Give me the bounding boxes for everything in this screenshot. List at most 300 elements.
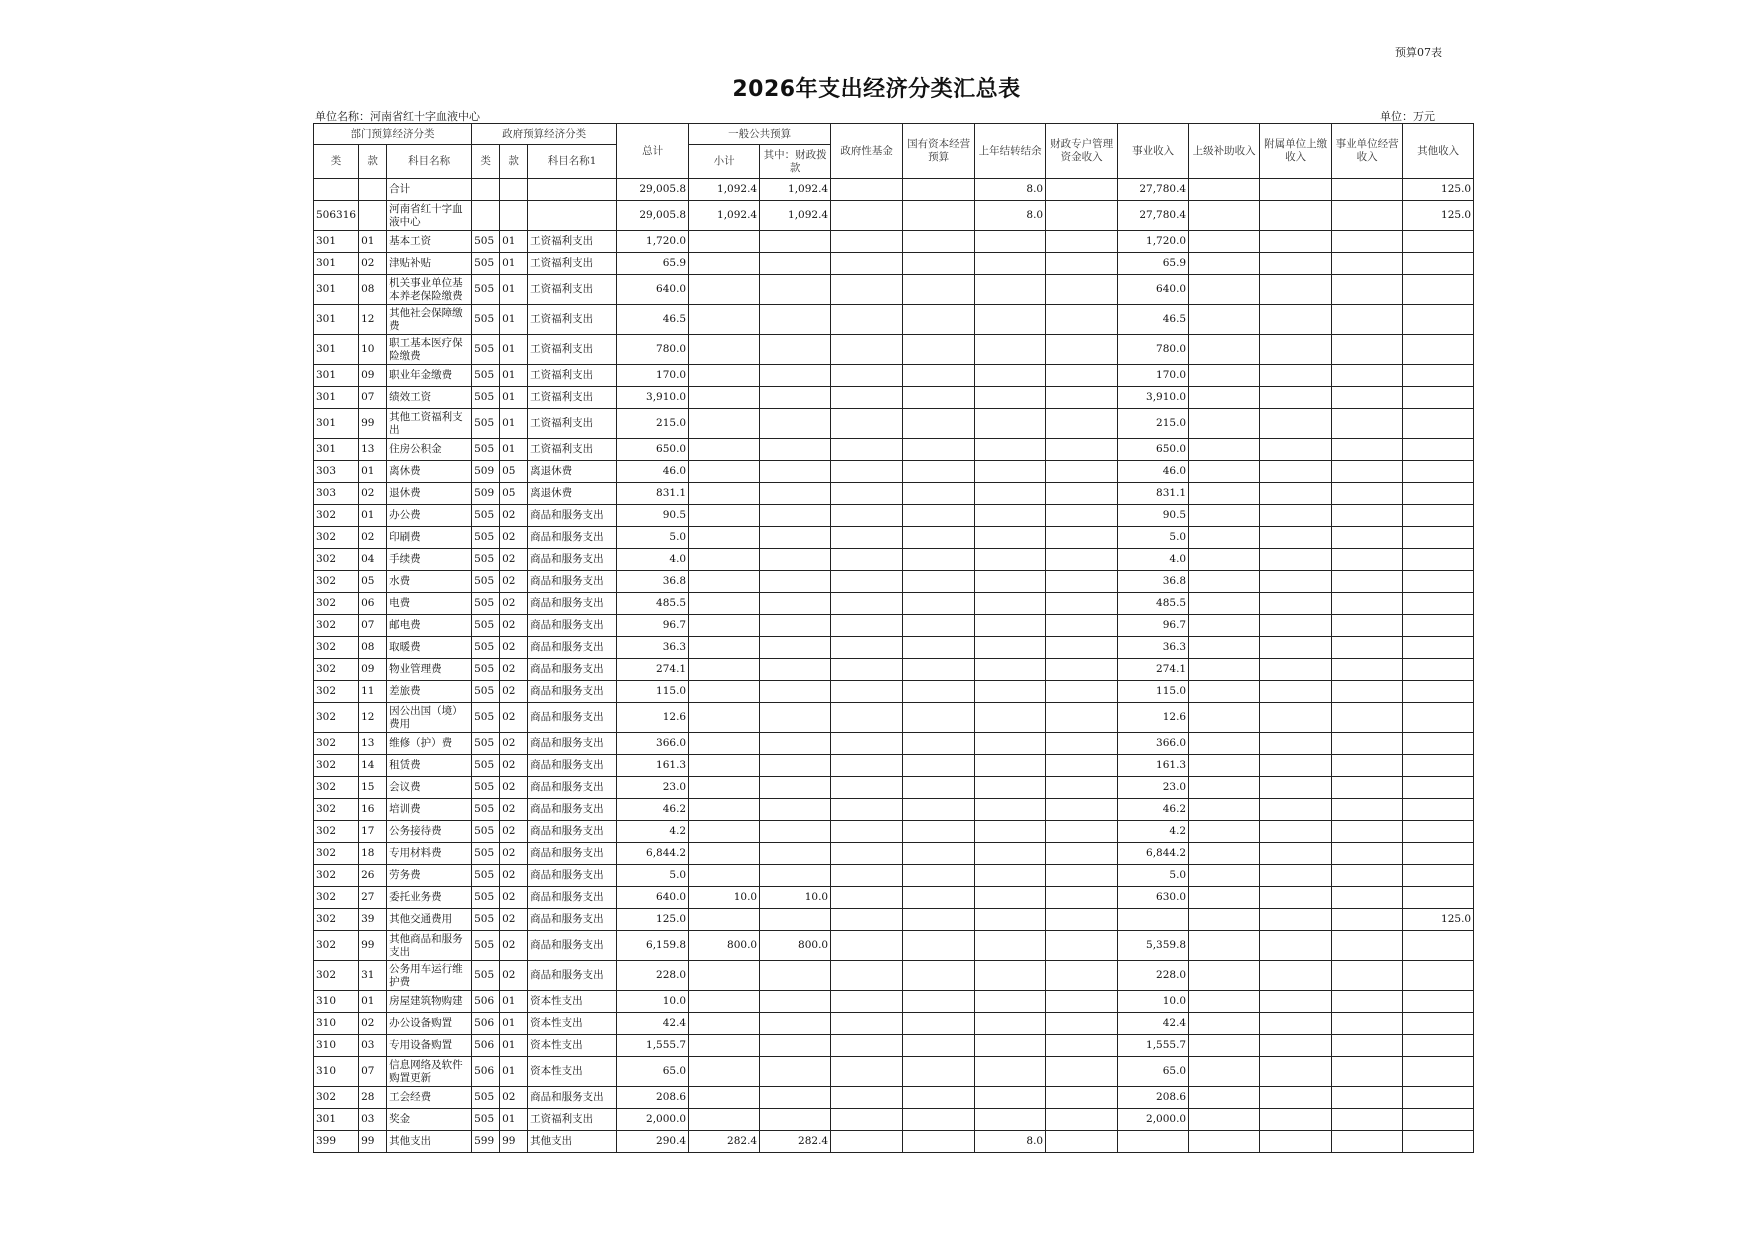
cell-superior-subsidy <box>1189 549 1260 571</box>
table-row <box>314 439 1474 461</box>
cell-total: 36.8 <box>617 571 689 593</box>
cell-gov-kuan: 02 <box>500 659 528 681</box>
cell-total: 161.3 <box>617 755 689 777</box>
cell-name: 机关事业单位基本养老保险缴费 <box>387 275 472 305</box>
cell-name: 基本工资 <box>387 231 472 253</box>
cell-state-capital <box>903 179 975 201</box>
cell-fiscal <box>760 231 831 253</box>
cell-fiscal <box>760 1035 831 1057</box>
cell-gov-lei: 509 <box>472 461 500 483</box>
cell-gov-kuan: 01 <box>500 439 528 461</box>
cell-affiliated <box>1260 821 1332 843</box>
cell-name: 会议费 <box>387 777 472 799</box>
cell-superior-subsidy <box>1189 1035 1260 1057</box>
cell-gov-name: 商品和服务支出 <box>528 733 617 755</box>
cell-subtotal: 1,092.4 <box>689 179 760 201</box>
cell-other-income <box>1403 505 1474 527</box>
cell-fiscal <box>760 275 831 305</box>
cell-business-income: 2,000.0 <box>1118 1109 1189 1131</box>
cell-kuan <box>359 201 387 231</box>
cell-kuan: 12 <box>359 305 387 335</box>
cell-name: 工会经费 <box>387 1087 472 1109</box>
cell-operating <box>1332 659 1403 681</box>
header-business-income: 事业收入 <box>1118 124 1189 179</box>
cell-gov-lei: 505 <box>472 1087 500 1109</box>
cell-special-account <box>1046 253 1118 275</box>
cell-gov-fund <box>831 821 903 843</box>
cell-kuan: 10 <box>359 335 387 365</box>
table-row <box>314 549 1474 571</box>
cell-state-capital <box>903 253 975 275</box>
cell-lei: 301 <box>314 275 359 305</box>
cell-total: 2,000.0 <box>617 1109 689 1131</box>
cell-gov-fund <box>831 615 903 637</box>
cell-state-capital <box>903 991 975 1013</box>
cell-fiscal <box>760 593 831 615</box>
cell-carryover <box>975 527 1046 549</box>
cell-affiliated <box>1260 637 1332 659</box>
cell-lei: 310 <box>314 1013 359 1035</box>
cell-business-income: 65.9 <box>1118 253 1189 275</box>
cell-other-income <box>1403 275 1474 305</box>
cell-carryover <box>975 505 1046 527</box>
cell-gov-name: 工资福利支出 <box>528 387 617 409</box>
cell-name: 退休费 <box>387 483 472 505</box>
cell-superior-subsidy <box>1189 865 1260 887</box>
cell-state-capital <box>903 527 975 549</box>
cell-other-income <box>1403 335 1474 365</box>
cell-subtotal <box>689 275 760 305</box>
table-row <box>314 387 1474 409</box>
table-row <box>314 527 1474 549</box>
cell-state-capital <box>903 335 975 365</box>
cell-carryover <box>975 703 1046 733</box>
cell-subtotal: 1,092.4 <box>689 201 760 231</box>
cell-subtotal <box>689 571 760 593</box>
cell-business-income <box>1118 909 1189 931</box>
cell-affiliated <box>1260 483 1332 505</box>
cell-subtotal <box>689 1013 760 1035</box>
cell-lei: 301 <box>314 439 359 461</box>
cell-fiscal <box>760 821 831 843</box>
cell-affiliated <box>1260 365 1332 387</box>
cell-special-account <box>1046 461 1118 483</box>
cell-special-account <box>1046 1109 1118 1131</box>
cell-other-income <box>1403 549 1474 571</box>
cell-fiscal: 1,092.4 <box>760 201 831 231</box>
cell-special-account <box>1046 909 1118 931</box>
cell-subtotal <box>689 253 760 275</box>
table-row <box>314 179 1474 201</box>
cell-lei: 302 <box>314 681 359 703</box>
cell-gov-kuan: 02 <box>500 843 528 865</box>
cell-superior-subsidy <box>1189 615 1260 637</box>
cell-total: 29,005.8 <box>617 201 689 231</box>
cell-state-capital <box>903 505 975 527</box>
cell-business-income: 42.4 <box>1118 1013 1189 1035</box>
cell-subtotal <box>689 777 760 799</box>
cell-gov-kuan: 02 <box>500 703 528 733</box>
cell-carryover <box>975 1087 1046 1109</box>
table-row <box>314 733 1474 755</box>
cell-operating <box>1332 483 1403 505</box>
cell-name: 其他支出 <box>387 1131 472 1153</box>
cell-name: 租赁费 <box>387 755 472 777</box>
cell-superior-subsidy <box>1189 275 1260 305</box>
cell-total: 12.6 <box>617 703 689 733</box>
cell-total: 6,159.8 <box>617 931 689 961</box>
cell-name: 奖金 <box>387 1109 472 1131</box>
cell-subtotal <box>689 865 760 887</box>
table-row <box>314 843 1474 865</box>
cell-gov-kuan: 05 <box>500 483 528 505</box>
cell-gov-kuan: 02 <box>500 755 528 777</box>
cell-fiscal <box>760 365 831 387</box>
cell-subtotal <box>689 1109 760 1131</box>
cell-superior-subsidy <box>1189 231 1260 253</box>
cell-special-account <box>1046 305 1118 335</box>
cell-name: 劳务费 <box>387 865 472 887</box>
cell-total: 65.9 <box>617 253 689 275</box>
cell-business-income: 96.7 <box>1118 615 1189 637</box>
cell-superior-subsidy <box>1189 1013 1260 1035</box>
cell-state-capital <box>903 1131 975 1153</box>
cell-gov-name <box>528 179 617 201</box>
cell-business-income: 65.0 <box>1118 1057 1189 1087</box>
header-total: 总计 <box>617 124 689 179</box>
cell-other-income <box>1403 527 1474 549</box>
cell-fiscal <box>760 637 831 659</box>
cell-gov-name: 商品和服务支出 <box>528 799 617 821</box>
cell-business-income: 5.0 <box>1118 865 1189 887</box>
cell-kuan: 01 <box>359 231 387 253</box>
table-row <box>314 821 1474 843</box>
cell-gov-lei: 599 <box>472 1131 500 1153</box>
cell-subtotal <box>689 1035 760 1057</box>
cell-fiscal: 800.0 <box>760 931 831 961</box>
table-row <box>314 799 1474 821</box>
cell-special-account <box>1046 1057 1118 1087</box>
cell-carryover <box>975 483 1046 505</box>
cell-subtotal <box>689 335 760 365</box>
cell-gov-fund <box>831 777 903 799</box>
currency-unit-label: 单位：万元 <box>1380 110 1435 123</box>
header-gov-name: 科目名称1 <box>528 145 617 179</box>
cell-lei: 310 <box>314 991 359 1013</box>
cell-business-income: 780.0 <box>1118 335 1189 365</box>
cell-gov-lei: 505 <box>472 931 500 961</box>
cell-gov-kuan: 02 <box>500 931 528 961</box>
cell-lei: 399 <box>314 1131 359 1153</box>
header-gov-class: 政府预算经济分类 <box>472 124 617 145</box>
cell-gov-name: 商品和服务支出 <box>528 593 617 615</box>
cell-name: 信息网络及软件购置更新 <box>387 1057 472 1087</box>
cell-gov-kuan: 02 <box>500 637 528 659</box>
cell-superior-subsidy <box>1189 483 1260 505</box>
table-row <box>314 755 1474 777</box>
header-state-capital: 国有资本经营预算 <box>903 124 975 179</box>
cell-lei: 302 <box>314 1087 359 1109</box>
cell-other-income: 125.0 <box>1403 909 1474 931</box>
cell-business-income: 115.0 <box>1118 681 1189 703</box>
cell-special-account <box>1046 681 1118 703</box>
cell-operating <box>1332 887 1403 909</box>
cell-gov-name: 商品和服务支出 <box>528 505 617 527</box>
cell-special-account <box>1046 483 1118 505</box>
cell-superior-subsidy <box>1189 703 1260 733</box>
cell-operating <box>1332 439 1403 461</box>
cell-gov-fund <box>831 681 903 703</box>
cell-subtotal <box>689 527 760 549</box>
cell-gov-kuan: 01 <box>500 275 528 305</box>
cell-special-account <box>1046 409 1118 439</box>
cell-other-income <box>1403 1109 1474 1131</box>
cell-other-income <box>1403 681 1474 703</box>
cell-other-income <box>1403 887 1474 909</box>
cell-affiliated <box>1260 1131 1332 1153</box>
cell-total: 170.0 <box>617 365 689 387</box>
table-row <box>314 593 1474 615</box>
cell-state-capital <box>903 931 975 961</box>
cell-operating <box>1332 365 1403 387</box>
table-row <box>314 1057 1474 1087</box>
cell-lei: 302 <box>314 777 359 799</box>
cell-kuan: 14 <box>359 755 387 777</box>
cell-gov-name: 商品和服务支出 <box>528 961 617 991</box>
cell-gov-lei: 505 <box>472 527 500 549</box>
cell-gov-fund <box>831 179 903 201</box>
cell-kuan: 07 <box>359 387 387 409</box>
cell-business-income: 640.0 <box>1118 275 1189 305</box>
cell-gov-lei: 506 <box>472 1035 500 1057</box>
cell-special-account <box>1046 991 1118 1013</box>
cell-lei: 302 <box>314 821 359 843</box>
cell-special-account <box>1046 1035 1118 1057</box>
cell-carryover <box>975 615 1046 637</box>
cell-gov-lei: 505 <box>472 335 500 365</box>
table-row <box>314 1035 1474 1057</box>
cell-affiliated <box>1260 275 1332 305</box>
cell-superior-subsidy <box>1189 777 1260 799</box>
cell-lei: 302 <box>314 703 359 733</box>
table-row <box>314 931 1474 961</box>
cell-subtotal <box>689 843 760 865</box>
cell-kuan: 03 <box>359 1109 387 1131</box>
cell-carryover: 8.0 <box>975 201 1046 231</box>
cell-gov-kuan: 01 <box>500 335 528 365</box>
cell-gov-name: 商品和服务支出 <box>528 865 617 887</box>
cell-kuan: 02 <box>359 1013 387 1035</box>
cell-gov-lei: 505 <box>472 865 500 887</box>
cell-business-income: 4.0 <box>1118 549 1189 571</box>
cell-gov-lei: 505 <box>472 387 500 409</box>
cell-lei: 302 <box>314 843 359 865</box>
cell-business-income: 46.0 <box>1118 461 1189 483</box>
cell-lei: 302 <box>314 505 359 527</box>
cell-kuan: 99 <box>359 931 387 961</box>
cell-name: 其他交通费用 <box>387 909 472 931</box>
cell-state-capital <box>903 1087 975 1109</box>
cell-affiliated <box>1260 1087 1332 1109</box>
cell-state-capital <box>903 637 975 659</box>
cell-affiliated <box>1260 931 1332 961</box>
table-row <box>314 335 1474 365</box>
table-row <box>314 703 1474 733</box>
cell-business-income: 46.5 <box>1118 305 1189 335</box>
cell-carryover <box>975 843 1046 865</box>
cell-special-account <box>1046 439 1118 461</box>
cell-carryover <box>975 305 1046 335</box>
cell-carryover <box>975 461 1046 483</box>
cell-other-income <box>1403 931 1474 961</box>
cell-business-income: 4.2 <box>1118 821 1189 843</box>
cell-total: 4.2 <box>617 821 689 843</box>
cell-subtotal <box>689 755 760 777</box>
cell-lei: 302 <box>314 909 359 931</box>
cell-gov-lei: 505 <box>472 755 500 777</box>
cell-subtotal <box>689 461 760 483</box>
cell-gov-fund <box>831 439 903 461</box>
cell-fiscal <box>760 335 831 365</box>
cell-operating <box>1332 505 1403 527</box>
cell-kuan: 07 <box>359 615 387 637</box>
cell-fiscal <box>760 703 831 733</box>
cell-fiscal: 282.4 <box>760 1131 831 1153</box>
cell-fiscal <box>760 991 831 1013</box>
cell-gov-name: 工资福利支出 <box>528 231 617 253</box>
cell-special-account <box>1046 821 1118 843</box>
cell-total: 65.0 <box>617 1057 689 1087</box>
header-special-account: 财政专户管理资金收入 <box>1046 124 1118 179</box>
cell-gov-kuan <box>500 179 528 201</box>
cell-gov-kuan: 02 <box>500 777 528 799</box>
header-gov-fund: 政府性基金 <box>831 124 903 179</box>
cell-superior-subsidy <box>1189 335 1260 365</box>
cell-name: 其他工资福利支出 <box>387 409 472 439</box>
cell-special-account <box>1046 179 1118 201</box>
cell-other-income <box>1403 571 1474 593</box>
cell-name: 办公费 <box>387 505 472 527</box>
cell-operating <box>1332 681 1403 703</box>
cell-fiscal <box>760 961 831 991</box>
cell-total: 90.5 <box>617 505 689 527</box>
cell-special-account <box>1046 931 1118 961</box>
cell-lei: 301 <box>314 387 359 409</box>
cell-gov-fund <box>831 1087 903 1109</box>
cell-gov-fund <box>831 253 903 275</box>
cell-subtotal <box>689 615 760 637</box>
cell-subtotal <box>689 387 760 409</box>
cell-gov-kuan: 01 <box>500 365 528 387</box>
cell-name: 合计 <box>387 179 472 201</box>
cell-gov-name: 商品和服务支出 <box>528 637 617 659</box>
cell-fiscal <box>760 1057 831 1087</box>
cell-other-income <box>1403 483 1474 505</box>
cell-affiliated <box>1260 755 1332 777</box>
cell-superior-subsidy <box>1189 755 1260 777</box>
cell-subtotal <box>689 483 760 505</box>
cell-special-account <box>1046 1013 1118 1035</box>
cell-total: 96.7 <box>617 615 689 637</box>
cell-state-capital <box>903 703 975 733</box>
cell-gov-lei: 505 <box>472 253 500 275</box>
cell-gov-fund <box>831 1057 903 1087</box>
cell-gov-lei: 505 <box>472 887 500 909</box>
cell-carryover <box>975 865 1046 887</box>
cell-special-account <box>1046 571 1118 593</box>
cell-other-income <box>1403 1087 1474 1109</box>
cell-carryover <box>975 755 1046 777</box>
cell-name: 公务用车运行维护费 <box>387 961 472 991</box>
cell-gov-name: 商品和服务支出 <box>528 703 617 733</box>
cell-special-account <box>1046 703 1118 733</box>
cell-gov-name: 商品和服务支出 <box>528 527 617 549</box>
cell-gov-lei: 505 <box>472 637 500 659</box>
cell-kuan: 08 <box>359 275 387 305</box>
cell-special-account <box>1046 387 1118 409</box>
cell-lei: 302 <box>314 799 359 821</box>
cell-operating <box>1332 549 1403 571</box>
cell-affiliated <box>1260 231 1332 253</box>
cell-special-account <box>1046 335 1118 365</box>
cell-operating <box>1332 865 1403 887</box>
cell-name: 电费 <box>387 593 472 615</box>
cell-gov-kuan: 02 <box>500 865 528 887</box>
cell-gov-kuan: 02 <box>500 799 528 821</box>
cell-fiscal: 10.0 <box>760 887 831 909</box>
cell-carryover <box>975 1035 1046 1057</box>
cell-subtotal <box>689 593 760 615</box>
cell-superior-subsidy <box>1189 1131 1260 1153</box>
table-row <box>314 991 1474 1013</box>
cell-name: 津贴补贴 <box>387 253 472 275</box>
table-row <box>314 305 1474 335</box>
cell-total: 366.0 <box>617 733 689 755</box>
cell-special-account <box>1046 1131 1118 1153</box>
cell-special-account <box>1046 659 1118 681</box>
cell-subtotal <box>689 733 760 755</box>
cell-carryover <box>975 733 1046 755</box>
cell-superior-subsidy <box>1189 439 1260 461</box>
cell-state-capital <box>903 305 975 335</box>
cell-gov-fund <box>831 231 903 253</box>
cell-business-income: 1,720.0 <box>1118 231 1189 253</box>
cell-name: 取暖费 <box>387 637 472 659</box>
cell-gov-lei: 505 <box>472 843 500 865</box>
cell-operating <box>1332 593 1403 615</box>
cell-affiliated <box>1260 461 1332 483</box>
cell-gov-fund <box>831 549 903 571</box>
cell-total: 640.0 <box>617 887 689 909</box>
cell-state-capital <box>903 275 975 305</box>
cell-affiliated <box>1260 527 1332 549</box>
cell-lei: 301 <box>314 231 359 253</box>
cell-gov-fund <box>831 1013 903 1035</box>
cell-state-capital <box>903 409 975 439</box>
cell-lei: 301 <box>314 365 359 387</box>
cell-superior-subsidy <box>1189 593 1260 615</box>
cell-fiscal <box>760 253 831 275</box>
cell-affiliated <box>1260 1057 1332 1087</box>
cell-business-income: 46.2 <box>1118 799 1189 821</box>
cell-affiliated <box>1260 865 1332 887</box>
table-row <box>314 461 1474 483</box>
cell-total: 215.0 <box>617 409 689 439</box>
cell-total: 10.0 <box>617 991 689 1013</box>
cell-gov-kuan: 02 <box>500 887 528 909</box>
cell-gov-fund <box>831 659 903 681</box>
cell-name: 手续费 <box>387 549 472 571</box>
